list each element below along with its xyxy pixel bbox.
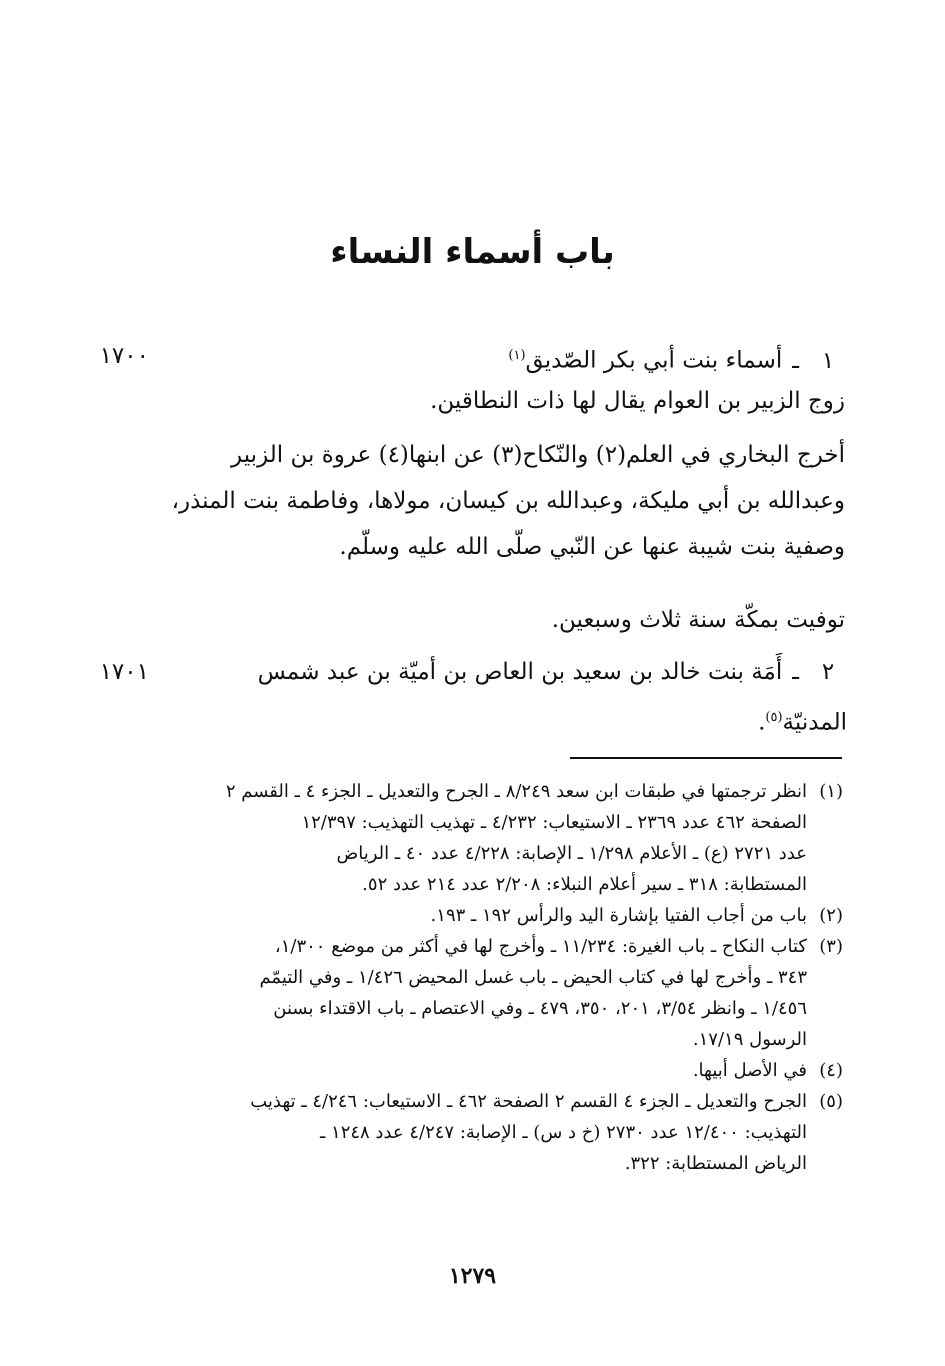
entry-number: ١: [821, 347, 835, 374]
footnote-mark: (٢): [819, 905, 843, 926]
entry-name: أسماء بنت أبي بكر الصّديق: [525, 347, 783, 374]
footnote-mark: (٤): [819, 1060, 843, 1081]
footnote-line: ١/٤٥٦ ـ وانظر ٣/٥٤، ٢٠١، ٣٥٠، ٤٧٩ ـ وفي الاعتصام ـ باب الاقتداء بسنن: [273, 998, 807, 1019]
footnote-separator: [570, 757, 842, 759]
entry-subline: [147, 702, 847, 739]
footnote-line: الجرح والتعديل ـ الجزء ٤ القسم ٢ الصفحة ٤٦٢ ـ الاستيعاب: ٤/٢٤٦ ـ تهذيب: [250, 1091, 807, 1112]
entry-name: أَمَة بنت خالد بن سعيد بن العاص بن أميّة بن عبد شمس: [257, 659, 783, 685]
footnote: [139, 900, 843, 931]
footnote-mark: (١): [819, 781, 843, 802]
entry-number: ٢: [821, 659, 835, 685]
footnote: [139, 776, 843, 900]
footnote-mark: (٣): [819, 936, 843, 957]
entry-nisba: المدنيّة: [782, 709, 847, 736]
text-line: وصفية بنت شيبة عنها عن النّبي صلّى الله عليه وسلّم.: [339, 534, 845, 560]
footnote-line: الصفحة ٤٦٢ عدد ٢٣٦٩ ـ الاستيعاب: ٤/٢٣٢ ـ تهذيب التهذيب: ١٢/٣٩٧: [301, 812, 807, 833]
footnote: [139, 931, 843, 1055]
entry-heading: ٢ـأَمَة بنت خالد بن سعيد بن العاص بن أميّة بن عبد شمس: [147, 656, 847, 688]
footnote-line: باب من أجاب الفتيا بإشارة اليد والرأس ١٩٢ ـ ١٩٣.: [430, 905, 807, 926]
text-line: توفيت بمكّة سنة ثلاث وسبعين.: [551, 607, 845, 633]
text-line: زوج الزبير بن العوام يقال لها ذات النطاقين.: [430, 388, 845, 414]
footnote-line: المستطابة: ٣١٨ ـ سير أعلام النبلاء: ٢/٢٠٨ عدد ٢١٤ عدد ٥٢.: [362, 874, 807, 895]
footnote-line: عدد ٢٧٢١ (ع) ـ الأعلام ١/٢٩٨ ـ الإصابة: ٤/٢٢٨ عدد ٤٠ ـ الرياض: [336, 843, 807, 864]
footnote-line: الرسول ١٧/١٩.: [692, 1029, 807, 1050]
footnotes: [139, 776, 843, 1179]
entry-narrators: [140, 432, 845, 570]
footnote-line: التهذيب: ١٢/٤٠٠ عدد ٢٧٣٠ (خ د س) ـ الإصابة: ٤/٢٤٧ عدد ١٢٤٨ ـ: [320, 1122, 807, 1143]
page-number: ١٢٧٩: [448, 1263, 497, 1289]
punctuation: .: [758, 709, 766, 736]
footnote-line: كتاب النكاح ـ باب الغيرة: ١١/٢٣٤ ـ وأخرج لها في أكثر من موضع ١/٣٠٠،: [274, 936, 807, 957]
chapter-title: باب أسماء النساء: [330, 232, 615, 272]
footnote: [139, 1086, 843, 1179]
footnote-line: الرياض المستطابة: ٣٢٢.: [624, 1153, 807, 1174]
footnote: [139, 1055, 843, 1086]
entry-death: [140, 592, 845, 648]
footnote-line: ٣٤٣ ـ وأخرج لها في كتاب الحيض ـ باب غسل المحيض ١/٤٢٦ ـ وفي التيمّم: [259, 967, 807, 988]
entry-heading: ١ـأسماء بنت أبي بكر الصّديق$^{(١)}$: [147, 340, 847, 377]
footnote-ref[interactable]: (٥): [765, 710, 783, 725]
footnote-line: في الأصل أبيها.: [692, 1060, 807, 1081]
footnote-ref[interactable]: (١): [508, 348, 526, 363]
entry-id: ١٧٠١: [99, 659, 149, 685]
text-line: أخرج البخاري في العلم(٢) والنّكاح(٣) عن ابنها(٤) عروة بن الزبير: [231, 442, 845, 468]
footnote-mark: (٥): [819, 1091, 843, 1112]
entry-id: ١٧٠٠: [99, 343, 149, 369]
entry-description: [140, 373, 845, 429]
text-line: وعبدالله بن أبي مليكة، وعبدالله بن كيسان، مولاها، وفاطمة بنت المنذر،: [171, 488, 845, 514]
footnote-line: انظر ترجمتها في طبقات ابن سعد ٨/٢٤٩ ـ الجرح والتعديل ـ الجزء ٤ ـ القسم ٢: [225, 781, 807, 802]
